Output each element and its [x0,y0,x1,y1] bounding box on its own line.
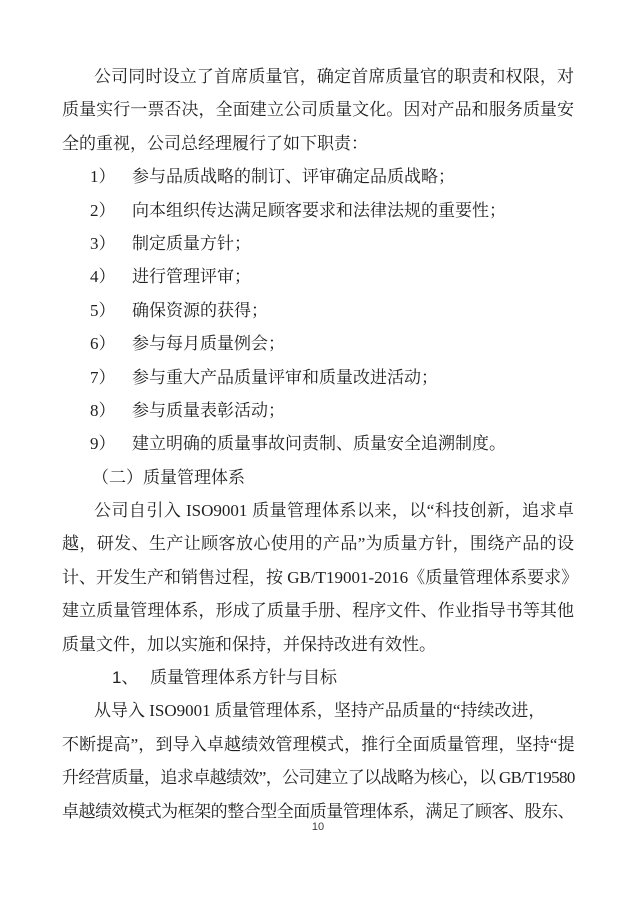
list-item [62,260,574,293]
list-item-number: 8） [90,400,116,420]
list-item [62,294,574,327]
paragraph-line: 卓越绩效模式为框架的整合型全面质量管理体系，满足了顾客、股东、 [62,801,574,821]
list-item [62,160,574,193]
list-item [62,227,574,260]
list-item-number: 9） [90,434,116,454]
list-item [62,361,574,394]
page-body [62,60,579,828]
list-item-text: 建立明确的质量事故问责制、质量安全追溯制度。 [132,434,506,454]
list-item [62,194,574,227]
list-item-number: 1） [90,167,116,187]
list-item-text: 参与重大产品质量评审和质量改进活动； [132,367,438,387]
list-item-text: 进行管理评审； [132,267,251,287]
subsection-heading-number: 1、 [112,668,139,688]
section-heading: （二）质量管理体系 [92,467,245,487]
paragraph-line: 建立质量管理体系，形成了质量手册、程序文件、作业指导书等其他 [62,601,574,621]
paragraph-line: 从导入 ISO9001 质量管理体系，坚持产品质量的“持续改进， [94,701,546,721]
list-item-number: 4） [90,267,116,287]
list-item-text: 参与每月质量例会； [132,334,285,354]
paragraph-line: 质量实行一票否决，全面建立公司质量文化。因对产品和服务质量安 [62,100,574,120]
paragraph-line: 升经营质量，追求卓越绩效”，公司建立了以战略为核心，以 GB/T19580 [62,768,575,788]
list-item-number: 3） [90,233,116,253]
paragraph-line: 公司自引入 ISO9001 质量管理体系以来，以“科技创新，追求卓 [94,501,574,521]
page-number: 10 [311,821,325,833]
list-item-text: 向本组织传达满足顾客要求和法律法规的重要性； [132,200,506,220]
list-item [62,327,574,360]
paragraph-line: 公司同时设立了首席质量官，确定首席质量官的职责和权限，对 [94,67,574,86]
list-item-number: 2） [90,200,116,220]
list-item-text: 参与质量表彰活动； [132,400,285,420]
list-item-number: 5） [90,300,116,320]
subsection-heading-title: 质量管理体系方针与目标 [150,668,337,688]
list-item-text: 参与品质战略的制订、评审确定品质战略； [132,167,455,187]
list-item-number: 7） [90,367,116,387]
list-item-number: 6） [90,334,116,354]
paragraph-line: 计、开发生产和销售过程，按 GB/T19001-2016《质量管理体系要求》 [62,567,579,587]
paragraph-line: 不断提高”，到导入卓越绩效管理模式，推行全面质量管理，坚持“提 [62,734,574,754]
subsection-heading [62,661,574,694]
list-item [62,394,574,427]
list-item [62,427,574,460]
list-item-text: 确保资源的获得； [132,300,268,320]
list-item-text: 制定质量方针； [132,233,251,253]
paragraph-line: 越，研发、生产让顾客放心使用的产品”为质量方针，围绕产品的设 [62,534,574,554]
paragraph-line: 全的重视，公司总经理履行了如下职责： [62,133,368,153]
paragraph-line: 质量文件，加以实施和保持，并保持改进有效性。 [62,634,436,654]
